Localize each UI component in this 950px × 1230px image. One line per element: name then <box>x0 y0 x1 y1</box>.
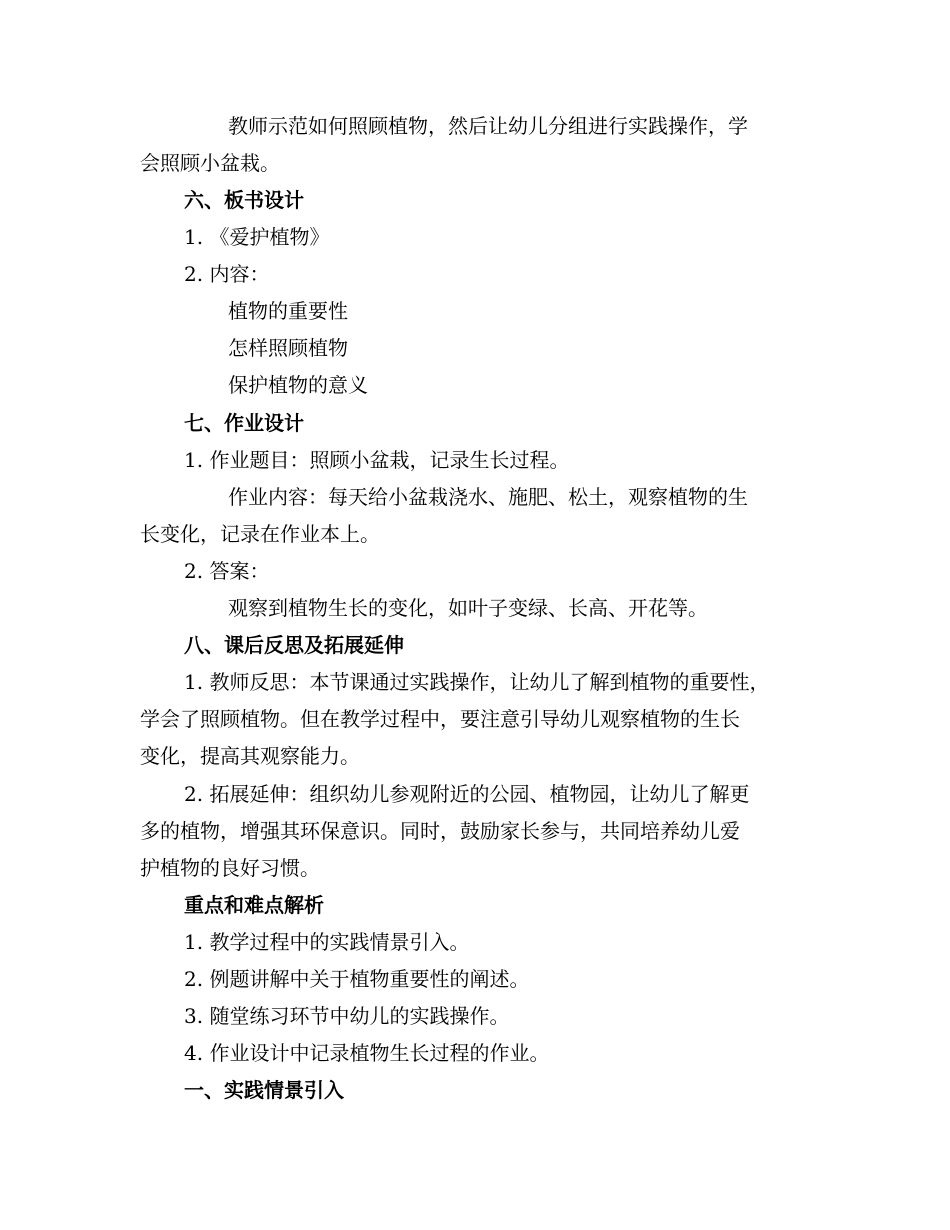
reflection-item-1-line-3: 变化，提高其观察能力。 <box>140 744 360 768</box>
board-subitem-2: 怎样照顾植物 <box>228 336 348 360</box>
key-point-item-1: 1. 教学过程中的实践情景引入。 <box>184 930 470 954</box>
reflection-item-2-line-2: 多的植物，增强其环保意识。同时，鼓励家长参与，共同培养幼儿爱 <box>140 819 740 843</box>
reflection-item-1-line-2: 学会了照顾植物。但在教学过程中，要注意引导幼儿观察植物的生长 <box>140 707 740 731</box>
board-subitem-1: 植物的重要性 <box>228 299 348 323</box>
key-point-item-2: 2. 例题讲解中关于植物重要性的阐述。 <box>184 967 530 991</box>
key-point-item-3: 3. 随堂练习环节中幼儿的实践操作。 <box>184 1004 510 1028</box>
section-heading-practice-intro: 一、实践情景引入 <box>184 1078 344 1102</box>
homework-item-2: 2. 答案： <box>184 559 270 583</box>
reflection-item-2-line-3: 护植物的良好习惯。 <box>140 856 320 880</box>
homework-item-1: 1. 作业题目：照顾小盆栽，记录生长过程。 <box>184 448 570 472</box>
homework-content-line-1: 作业内容：每天给小盆栽浇水、施肥、松土，观察植物的生 <box>228 485 748 509</box>
section-heading-key-points: 重点和难点解析 <box>184 893 324 917</box>
section-heading-reflection: 八、课后反思及拓展延伸 <box>184 633 404 657</box>
board-item-1: 1. 《爱护植物》 <box>184 225 330 249</box>
reflection-item-1-line-1: 1. 教师反思：本节课通过实践操作，让幼儿了解到植物的重要性， <box>184 670 770 694</box>
board-item-2: 2. 内容： <box>184 262 270 286</box>
key-point-item-4: 4. 作业设计中记录植物生长过程的作业。 <box>184 1041 550 1065</box>
section-heading-board-design: 六、板书设计 <box>184 188 304 212</box>
homework-answer: 观察到植物生长的变化，如叶子变绿、长高、开花等。 <box>228 596 708 620</box>
reflection-item-2-line-1: 2. 拓展延伸：组织幼儿参观附近的公园、植物园，让幼儿了解更 <box>184 782 750 806</box>
intro-line-2: 会照顾小盆栽。 <box>140 151 280 175</box>
board-subitem-3: 保护植物的意义 <box>228 373 368 397</box>
intro-line-1: 教师示范如何照顾植物，然后让幼儿分组进行实践操作，学 <box>228 114 748 138</box>
section-heading-homework: 七、作业设计 <box>184 411 304 435</box>
homework-content-line-2: 长变化，记录在作业本上。 <box>140 522 380 546</box>
